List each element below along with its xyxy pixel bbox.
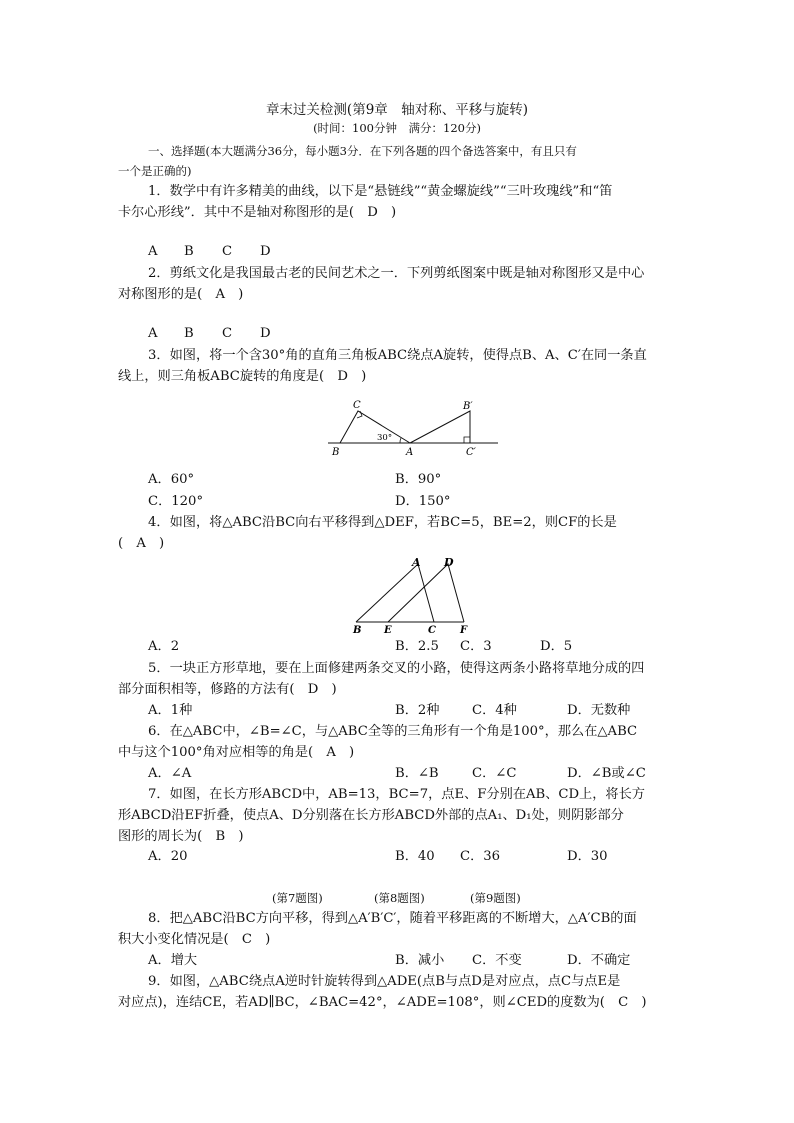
q7-text-cont2: 图形的周长为( B )	[118, 829, 244, 844]
q7-option-c: C．36	[460, 849, 501, 864]
q8-text-cont: 积大小变化情况是( C )	[118, 932, 271, 947]
q6-text-cont: 中与这个100°角对应相等的角是( A )	[118, 745, 355, 760]
section-heading: 一、选择题(本大题满分36分，每小题3分．在下列各题的四个备选答案中，有且只有	[148, 144, 577, 158]
figure-caption-7: (第7题图)	[272, 891, 323, 905]
q3-label-b: B	[332, 447, 340, 458]
q2-option-d: D	[260, 326, 271, 341]
q5-option-a: A．1种	[148, 703, 193, 718]
q5-text-cont: 部分面积相等，修路的方法有( D )	[118, 682, 337, 697]
section-heading-cont: 一个是正确的)	[118, 164, 192, 178]
q6-option-a: A．∠A	[148, 766, 192, 781]
q2-option-a: A	[148, 326, 158, 341]
q3-option-c: C．120°	[148, 494, 204, 509]
q9-text: 9．如图，△ABC绕点A逆时针旋转得到△ADE(点B与点D是对应点，点C与点E是	[148, 974, 621, 989]
q8-option-d: D．不确定	[567, 953, 631, 968]
q4-label-c: C	[428, 625, 436, 634]
q4-triangle-abc	[356, 564, 434, 622]
q2-text: 2．剪纸文化是我国最古老的民间艺术之一．下列剪纸图案中既是轴对称图形又是中心	[148, 266, 645, 281]
q3-text: 3．如图，将一个含30°角的直角三角板ABC绕点A旋转，使得点B、A、C′在同一条直	[148, 348, 647, 363]
q4-figure	[346, 554, 476, 634]
q8-option-c: C．不变	[472, 953, 522, 968]
q1-option-c: C	[222, 244, 233, 259]
q3-triangle-rotated	[410, 411, 470, 443]
q3-label-c: C	[353, 400, 361, 411]
q4-text-cont: ( A )	[118, 536, 165, 551]
q3-label-b-prime: B′	[463, 401, 473, 412]
q7-option-d: D．30	[567, 849, 608, 864]
figure-caption-8: (第8题图)	[374, 891, 425, 905]
q3-option-d: D．150°	[395, 494, 451, 509]
q4-label-b: B	[353, 625, 362, 634]
q3-label-a: A	[406, 447, 414, 458]
q2-option-b: B	[184, 326, 194, 341]
q1-text: 1．数学中有许多精美的曲线，以下是“悬链线”“黄金螺旋线”“三叶玫瑰线”和“笛	[148, 184, 613, 199]
q8-text: 8．把△ABC沿BC方向平移，得到△A′B′C′，随着平移距离的不断增大，△A′CB的面	[148, 911, 637, 926]
q6-option-d: D．∠B或∠C	[567, 766, 646, 781]
q1-options	[148, 242, 271, 262]
q3-right-angle-c2	[464, 437, 470, 443]
q2-option-c: C	[222, 326, 233, 341]
q1-option-a: A	[148, 244, 158, 259]
q6-option-b: B．∠B	[395, 766, 439, 781]
q3-option-b: B．90°	[395, 472, 442, 487]
page-title: 章末过关检测(第9章 轴对称、平移与旋转)	[265, 102, 529, 118]
figure-caption-9: (第9题图)	[470, 891, 521, 905]
q1-option-b: B	[184, 244, 194, 259]
q3-angle-label: 30°	[377, 433, 393, 443]
q4-option-c: C．3	[460, 639, 492, 654]
q4-label-a: A	[412, 556, 421, 569]
q2-options	[148, 324, 271, 344]
q5-option-c: C．4种	[472, 703, 517, 718]
q3-triangle-abc	[340, 411, 410, 443]
q1-option-d: D	[260, 244, 271, 259]
q3-angle-arc	[400, 438, 401, 443]
q5-option-d: D．无数种	[567, 703, 631, 718]
q6-option-c: C．∠C	[472, 766, 517, 781]
q5-option-b: B．2种	[395, 703, 440, 718]
q4-label-d: D	[444, 556, 454, 569]
q1-text-cont: 卡尔心形线”．其中不是轴对称图形的是( D )	[118, 205, 397, 220]
q4-option-b: B．2.5	[395, 639, 439, 654]
q4-option-d: D．5	[540, 639, 573, 654]
q5-text: 5．一块正方形草地，要在上面修建两条交叉的小路，使得这两条小路将草地分成的四	[148, 661, 645, 676]
q8-option-b: B．减小	[395, 953, 445, 968]
q8-option-a: A．增大	[148, 953, 198, 968]
q3-label-c-prime: C′	[466, 447, 476, 458]
q3-text-cont: 线上，则三角板ABC旋转的角度是( D )	[118, 369, 367, 384]
q2-text-cont: 对称图形的是( A )	[118, 287, 244, 302]
q9-text-cont: 对应点)，连结CE，若AD∥BC，∠BAC=42°，∠ADE=108°，则∠CED的度数为( C )	[118, 995, 647, 1010]
q3-option-a: A．60°	[148, 472, 195, 487]
q3-figure	[320, 397, 505, 459]
q6-text: 6．在△ABC中，∠B=∠C，与△ABC全等的三角形有一个角是100°，那么在△ABC	[148, 724, 638, 739]
q4-option-a: A．2	[148, 639, 180, 654]
q7-text: 7．如图，在长方形ABCD中，AB=13，BC=7，点E、F分别在AB、CD上，将长方	[148, 787, 645, 802]
q7-option-a: A．20	[148, 849, 188, 864]
q7-option-b: B．40	[395, 849, 435, 864]
q4-label-f: F	[460, 625, 468, 634]
page-subtitle: (时间：100分钟 满分：120分)	[313, 121, 481, 135]
q7-text-cont: 形ABCD沿EF折叠，使点A、D分别落在长方形ABCD外部的点A₁、D₁处，则阴影部分	[118, 808, 624, 823]
q4-label-e: E	[384, 625, 392, 634]
q4-text: 4．如图，将△ABC沿BC向右平移得到△DEF，若BC=5，BE=2，则CF的长是	[148, 515, 617, 530]
